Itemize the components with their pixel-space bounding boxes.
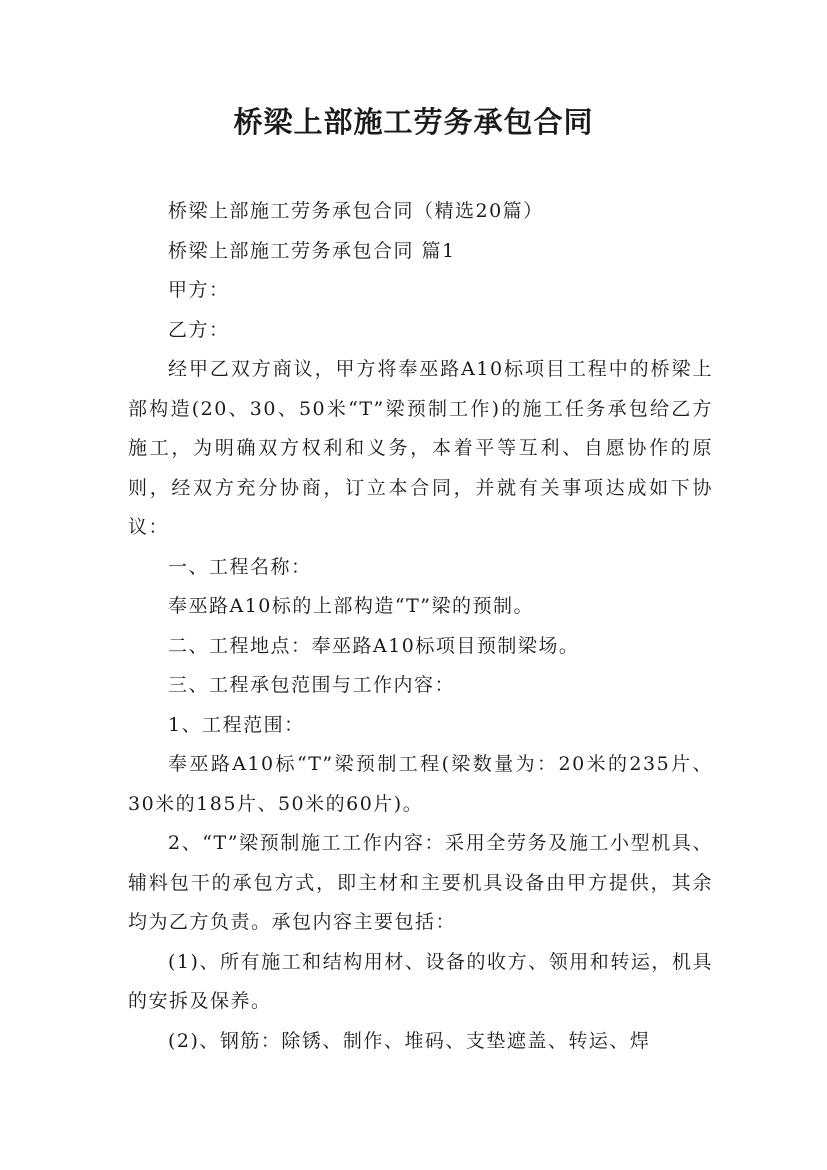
document-title: 桥梁上部施工劳务承包合同 — [233, 105, 594, 139]
document-body — [128, 192, 713, 1061]
paragraph-party-b: 乙方： — [168, 318, 230, 341]
paragraph-party-a: 甲方： — [168, 279, 230, 301]
paragraph-item-1: (1)、所有施工和结构用材、设备的收方、领用和转运，机具的安拆及保养。 — [128, 950, 713, 1012]
paragraph-clause-2: 二、工程地点：奉巫路A10标项目预制梁场。 — [168, 634, 580, 657]
paragraph-work-content: 2、“T”梁预制施工工作内容：采用全劳务及施工小型机具、辅料包干的承包方式，即主材和主要机具设备由甲方提供，其余均为乙方负责。承包内容主要包括： — [128, 832, 713, 933]
paragraph-item-2: (2)、钢筋：除锈、制作、堆码、支垫遮盖、转运、焊 — [168, 1029, 651, 1052]
paragraph-clause-1-heading: 一、工程名称： — [168, 555, 312, 578]
paragraph-preamble: 经甲乙双方商议，甲方将奉巫路A10标项目工程中的桥梁上部构造(20、30、50米“T”梁预制工作)的施工任务承包给乙方施工，为明确双方权利和义务，本着平等互利、自愿协作的原则，经双方充分协商，订立本合同，并就有关事项达成如下协议： — [128, 358, 713, 538]
paragraph-scope-detail: 奉巫路A10标“T”梁预制工程(梁数量为：20米的235片、30米的185片、50米的60片)。 — [128, 753, 713, 815]
paragraph-section-heading: 桥梁上部施工劳务承包合同 篇1 — [168, 239, 456, 262]
paragraph-project-name: 奉巫路A10标的上部构造“T”梁的预制。 — [168, 595, 534, 617]
paragraph-subtitle: 桥梁上部施工劳务承包合同（精选20篇） — [168, 200, 544, 222]
paragraph-scope-heading: 1、工程范围： — [168, 713, 305, 736]
paragraph-clause-3-heading: 三、工程承包范围与工作内容： — [168, 674, 456, 696]
